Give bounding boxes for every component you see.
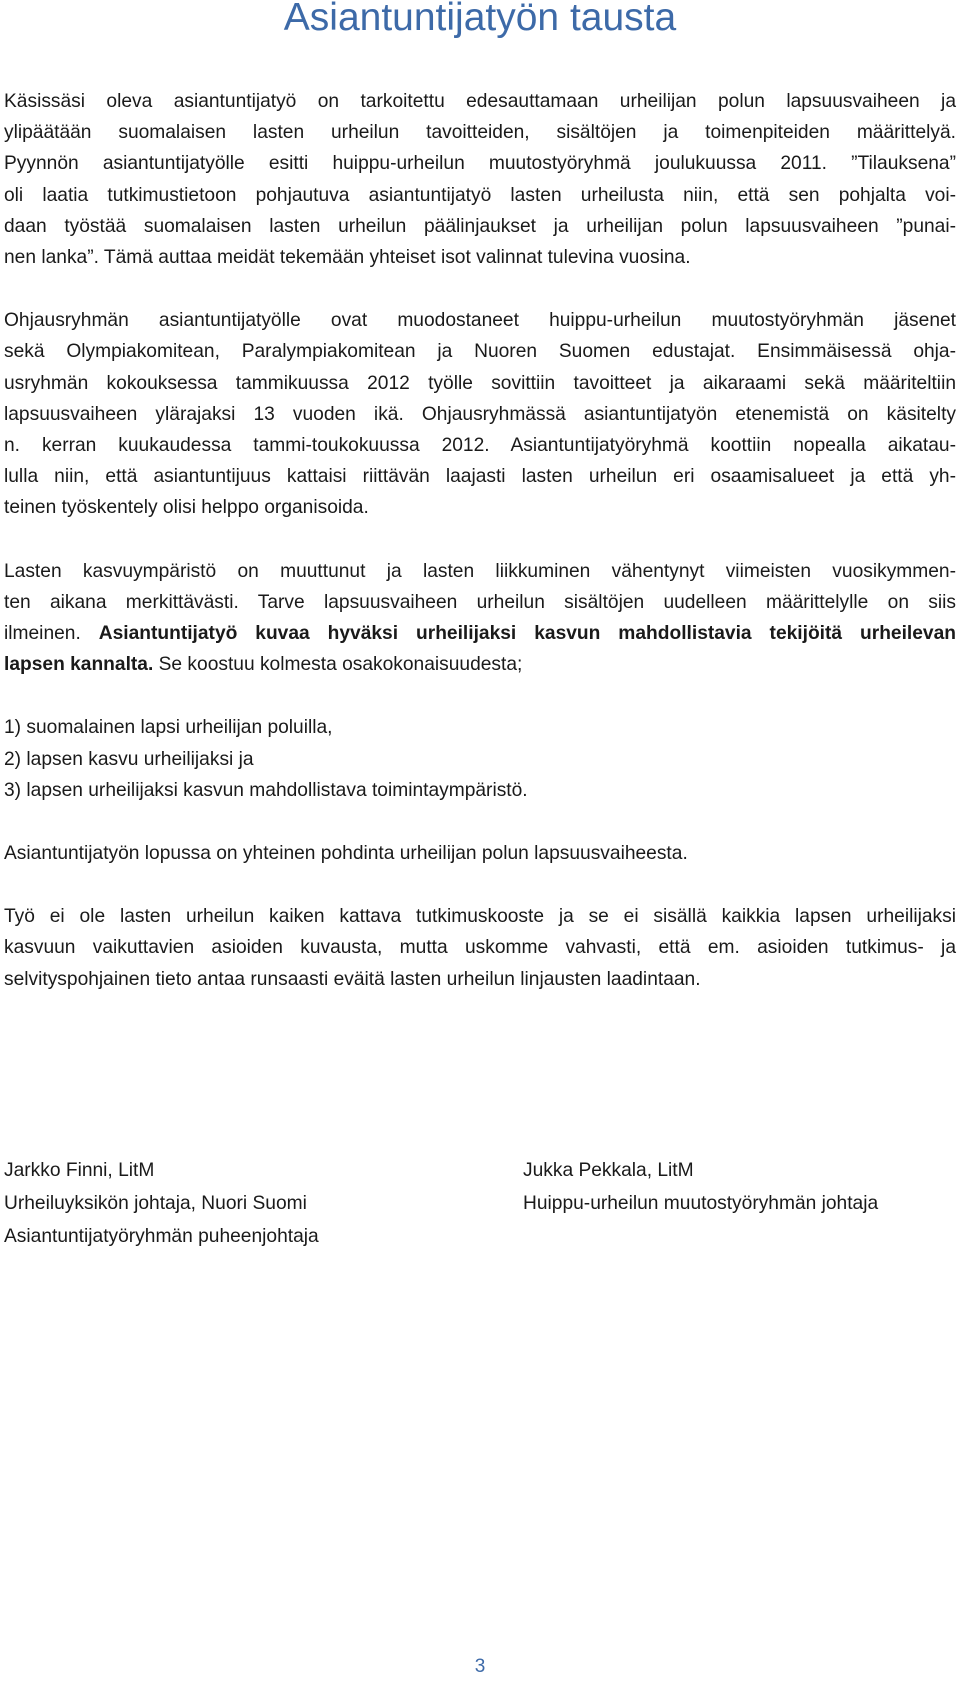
paragraph-line: lapsuusvaiheen ylärajaksi 13 vuoden ikä. Ohjausryhmässä asiantuntijatyön etenemistä on käsitelty — [4, 403, 956, 425]
paragraph-text: Se koostuu kolmesta osakokonaisuudesta; — [153, 654, 523, 676]
paragraph-line: sekä Olympiakomitean, Paralympiakomitean ja Nuoren Suomen edustajat. Ensimmäisessä ohja- — [4, 341, 956, 363]
paragraph-line: Työ ei ole lasten urheilun kaiken kattava tutkimuskooste ja se ei sisällä kaikkia lapsen urheilijaksi — [4, 906, 956, 928]
signer-name: Jukka Pekkala, LitM — [523, 1160, 694, 1181]
paragraph-line — [4, 649, 956, 680]
paragraph-line: kasvuun vaikuttavien asioiden kuvausta, mutta uskomme vahvasti, että em. asioiden tutkimus- ja — [4, 937, 956, 959]
paragraph-line: nen lanka”. Tämä auttaa meidät tekemään yhteiset isot valinnat tulevina vuosina. — [4, 247, 691, 269]
document-body — [4, 86, 956, 995]
signature-left — [4, 1154, 319, 1253]
paragraph-steering-group — [4, 305, 956, 523]
paragraph-line: lulla niin, että asiantuntijuus kattaisi riittävän laajasti lasten urheilun eri osaamisalueet ja että yh- — [4, 466, 956, 488]
list-item: 1) suomalainen lapsi urheilijan poluilla, — [4, 717, 333, 739]
page-title: Asiantuntijatyön tausta — [283, 0, 677, 39]
signer-name: Jarkko Finni, LitM — [4, 1160, 155, 1181]
paragraph-text: ilmeinen. — [4, 623, 99, 645]
paragraph-reflection — [4, 838, 956, 869]
paragraph-scope — [4, 901, 956, 995]
paragraph-intro — [4, 86, 956, 273]
paragraph-line: n. kerran kuukaudessa tammi-toukokuussa 2012. Asiantuntijatyöryhmä koottiin nopealla aikatau- — [4, 435, 956, 457]
emphasized-text: lapsen kannalta. — [4, 654, 154, 676]
paragraph-line: Lasten kasvuympäristö on muuttunut ja lasten liikkuminen vähentynyt viimeisten vuosikymmen- — [4, 560, 956, 582]
signer-role: Huippu-urheilun muutostyöryhmän johtaja — [523, 1193, 879, 1214]
page-number: 3 — [474, 1656, 486, 1677]
signature-right — [523, 1154, 878, 1220]
paragraph-line: daan työstää suomalaisen lasten urheilun päälinjaukset ja urheilijan polun lapsuusvaiheen ”punai- — [4, 215, 956, 237]
signer-role: Urheiluyksikön johtaja, Nuori Suomi — [4, 1193, 307, 1214]
paragraph-line: teinen työskentely olisi helppo organisoida. — [4, 497, 369, 519]
paragraph-line: Ohjausryhmän asiantuntijatyölle ovat muodostaneet huippu-urheilun muutostyöryhmän jäsenet — [4, 310, 956, 332]
emphasized-text: Asiantuntijatyö kuvaa hyväksi urheilijaksi kasvun mahdollistavia tekijöitä urheilevan — [98, 623, 956, 645]
paragraph-line: ten aikana merkittävästi. Tarve lapsuusvaiheen urheilun sisältöjen uudelleen määrittelylle on siis — [4, 591, 956, 613]
signer-role: Asiantuntijatyöryhmän puheenjohtaja — [4, 1226, 319, 1247]
list-item: 2) lapsen kasvu urheilijaksi ja — [4, 748, 254, 770]
paragraph-line: Asiantuntijatyön lopussa on yhteinen pohdinta urheilijan polun lapsuusvaiheesta. — [4, 843, 688, 865]
paragraph-line: ylipäätään suomalaisen lasten urheilun tavoitteiden, sisältöjen ja toimenpiteiden määrittelyä. — [4, 122, 956, 144]
signature-block — [4, 1154, 956, 1264]
paragraph-line: usryhmän kokouksessa tammikuussa 2012 työlle sovittiin tavoitteet ja aikaraami sekä määriteltiin — [4, 372, 956, 394]
paragraph-line — [4, 618, 956, 649]
paragraph-line: oli laatia tutkimustietoon pohjautuva asiantuntijatyö lasten urheilusta niin, että sen pohjalta voi- — [4, 184, 956, 206]
paragraph-line: Pyynnön asiantuntijatyölle esitti huippu-urheilun muutostyöryhmä joulukuussa 2011. ”Tilauksena” — [4, 153, 956, 175]
paragraph-environment — [4, 556, 956, 681]
paragraph-line: Käsissäsi oleva asiantuntijatyö on tarkoitettu edesauttamaan urheilijan polun lapsuusvaiheen ja — [4, 91, 956, 112]
paragraph-line: selvityspohjainen tieto antaa runsaasti eväitä lasten urheilun linjausten laadintaan. — [4, 968, 701, 990]
list-item: 3) lapsen urheilijaksi kasvun mahdollistava toimintaympäristö. — [4, 779, 528, 801]
numbered-list — [4, 712, 956, 806]
